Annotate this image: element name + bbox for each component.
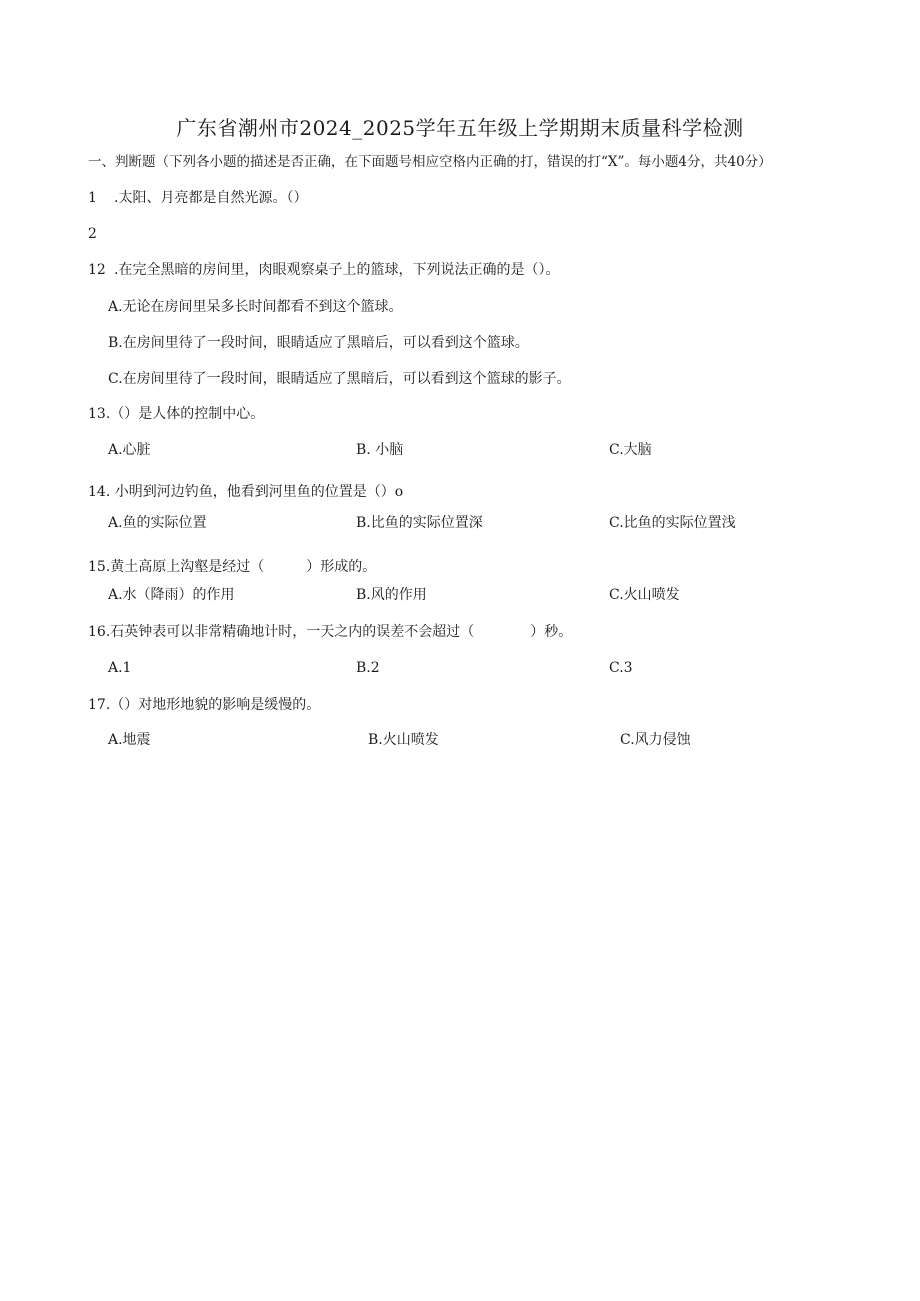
q15-option-c: C.火山喷发	[609, 587, 680, 603]
question-number: 12	[88, 262, 106, 278]
q13-option-c: C.大脑	[609, 442, 652, 458]
question-number: 2	[88, 226, 97, 242]
question-number: 1	[88, 190, 97, 206]
q14-option-a: A.鱼的实际位置	[108, 515, 207, 531]
question-15: 15.黄土高原上沟壑是经过（ ）形成的。	[88, 559, 377, 575]
q15-option-b: B.风的作用	[356, 587, 427, 603]
question-14: 14. 小明到河边钓鱼，他看到河里鱼的位置是（）o	[88, 484, 404, 500]
q12-option-c: C.在房间里待了一段时间，眼睛适应了黑暗后，可以看到这个篮球的影子。	[108, 371, 571, 387]
q14-option-c: C.比鱼的实际位置浅	[609, 515, 736, 531]
section-header-true-false: 一、判断题（下列各小题的描述是否正确，在下面题号相应空格内正确的打，错误的打“X”。每小题4分，共40分）	[88, 154, 772, 170]
question-12	[88, 260, 559, 280]
q13-option-b: B. 小脑	[356, 442, 404, 458]
question-16: 16.石英钟表可以非常精确地计时，一天之内的误差不会超过（ ）秒。	[88, 624, 573, 640]
q13-option-a: A.心脏	[108, 442, 151, 458]
question-17: 17.（）对地形地貌的影响是缓慢的。	[88, 697, 321, 713]
q12-option-a: A.无论在房间里呆多长时间都看不到这个篮球。	[108, 299, 403, 315]
q16-option-a: A.1	[108, 660, 132, 676]
question-1	[88, 188, 307, 208]
q15-option-a: A.水（降雨）的作用	[108, 587, 235, 603]
q14-option-b: B.比鱼的实际位置深	[356, 515, 483, 531]
question-13: 13.（）是人体的控制中心。	[88, 406, 265, 422]
q16-option-c: C.3	[609, 660, 633, 676]
q16-option-b: B.2	[356, 660, 380, 676]
q17-option-b: B.火山喷发	[368, 732, 439, 748]
question-2	[88, 224, 114, 244]
q12-option-b: B.在房间里待了一段时间，眼睛适应了黑暗后，可以看到这个篮球。	[108, 335, 529, 351]
question-text: .太阳、月亮都是自然光源。（）	[114, 190, 308, 206]
page-title: 广东省潮州市2024_2025学年五年级上学期期末质量科学检测	[176, 116, 744, 140]
q17-option-c: C.风力侵蚀	[620, 732, 691, 748]
question-text: .在完全黑暗的房间里，肉眼观察桌子上的篮球，下列说法正确的是（）。	[114, 262, 560, 278]
q17-option-a: A.地震	[108, 732, 151, 748]
